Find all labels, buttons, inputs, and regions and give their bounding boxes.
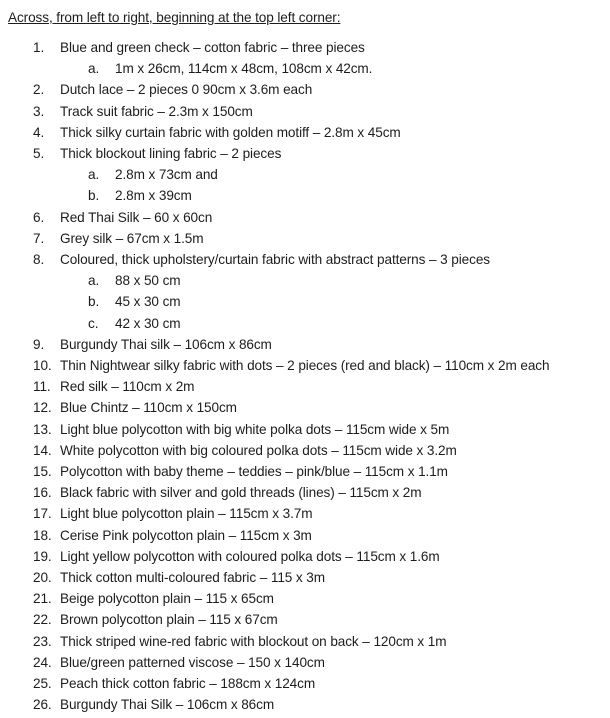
subitem-letter: a. [88,61,100,77]
item-text: Coloured, thick upholstery/curtain fabric with abstract patterns – 3 pieces [60,252,490,268]
subitem-letter: a. [88,167,100,183]
item-text: Light blue polycotton with big white polka dots – 115cm wide x 5m [60,421,450,437]
item-text: Thick cotton multi-coloured fabric – 115 x 3m [60,570,325,586]
item-number: 16. [33,485,52,501]
list-item [8,652,606,673]
list-item [8,694,606,715]
list-subitem [8,185,606,206]
list-item [8,588,606,609]
item-text: Dutch lace – 2 pieces 0 90cm x 3.6m each [60,82,313,98]
list-item [8,525,606,546]
item-number: 1. [33,40,45,55]
item-text: Burgundy Thai silk – 106cm x 86cm [60,336,272,352]
list-item [8,440,606,461]
list-item [8,397,606,418]
item-text: Light yellow polycotton with coloured polka dots – 115cm x 1.6m [60,548,440,564]
page-title: Across, from left to right, beginning at the top left corner: [8,10,341,25]
list-item [8,334,606,355]
list-item [8,249,606,270]
item-text: Thick blockout lining fabric – 2 pieces [60,146,282,162]
item-text: White polycotton with big coloured polka dots – 115cm wide x 3.2m [60,442,457,458]
list-item [8,122,606,143]
item-text: Thick striped wine-red fabric with blockout on back – 120cm x 1m [60,633,447,649]
item-number: 26. [33,697,52,713]
item-number: 17. [33,506,52,522]
item-number: 18. [33,527,52,543]
item-number: 25. [33,676,52,692]
list-item [8,631,606,652]
item-text: Grey silk – 67cm x 1.5m [60,230,204,246]
list-item [8,101,606,122]
item-number: 20. [33,570,52,586]
list-subitem [8,164,606,185]
item-number: 9. [33,336,45,352]
item-number: 3. [33,103,45,119]
list-item [8,355,606,376]
fabric-list [8,37,606,716]
item-number: 5. [33,146,45,162]
list-subitem [8,291,606,312]
subitem-text: 45 x 30 cm [115,294,181,310]
item-number: 15. [33,464,52,480]
item-text: Peach thick cotton fabric – 188cm x 124cm [60,676,316,692]
item-text: Light blue polycotton plain – 115cm x 3.7m [60,506,313,522]
item-text: Blue Chintz – 110cm x 150cm [60,400,237,416]
item-text: Blue and green check – cotton fabric – three pieces [60,40,365,55]
list-item [8,546,606,567]
list-item [8,37,606,58]
list-item [8,461,606,482]
list-subitem [8,313,606,334]
list-item [8,609,606,630]
item-number: 10. [33,358,52,374]
item-number: 21. [33,591,52,607]
item-number: 2. [33,82,45,98]
list-item [8,207,606,228]
item-number: 24. [33,654,52,670]
item-number: 4. [33,124,45,140]
item-text: Beige polycotton plain – 115 x 65cm [60,591,274,607]
item-number: 7. [33,230,45,246]
list-item [8,228,606,249]
subitem-text: 2.8m x 39cm [115,188,192,204]
item-text: Red Thai Silk – 60 x 60cn [60,209,213,225]
list-item [8,143,606,164]
list-item [8,419,606,440]
subitem-text: 2.8m x 73cm and [115,167,218,183]
subitem-text: 1m x 26cm, 114cm x 48cm, 108cm x 42cm. [115,61,373,77]
list-subitem [8,270,606,291]
item-number: 11. [33,379,51,395]
item-number: 13. [33,421,52,437]
item-number: 22. [33,612,52,628]
item-text: Thick silky curtain fabric with golden motiff – 2.8m x 45cm [60,124,401,140]
list-item [8,482,606,503]
item-text: Black fabric with silver and gold threads (lines) – 115cm x 2m [60,485,422,501]
item-number: 8. [33,252,45,268]
subitem-letter: c. [88,315,99,331]
item-text: Thin Nightwear silky fabric with dots – 2 pieces (red and black) – 110cm x 2m each [60,358,550,374]
subitem-letter: b. [88,294,100,310]
item-text: Cerise Pink polycotton plain – 115cm x 3m [60,527,312,543]
subitem-text: 88 x 50 cm [115,273,181,289]
item-text: Burgundy Thai Silk – 106cm x 86cm [60,697,275,713]
list-item [8,673,606,694]
subitem-text: 42 x 30 cm [115,315,181,331]
list-item [8,376,606,397]
item-number: 23. [33,633,52,649]
item-text: Blue/green patterned viscose – 150 x 140cm [60,654,325,670]
item-number: 19. [33,548,52,564]
list-item [8,79,606,100]
item-text: Track suit fabric – 2.3m x 150cm [60,103,253,119]
subitem-letter: b. [88,188,100,204]
item-text: Polycotton with baby theme – teddies – pink/blue – 115cm x 1.1m [60,464,448,480]
item-number: 12. [33,400,52,416]
item-text: Brown polycotton plain – 115 x 67cm [60,612,278,628]
subitem-letter: a. [88,273,100,289]
item-number: 6. [33,209,45,225]
list-subitem [8,58,606,79]
list-item [8,567,606,588]
item-text: Red silk – 110cm x 2m [60,379,195,395]
list-item [8,503,606,524]
item-number: 14. [33,442,52,458]
